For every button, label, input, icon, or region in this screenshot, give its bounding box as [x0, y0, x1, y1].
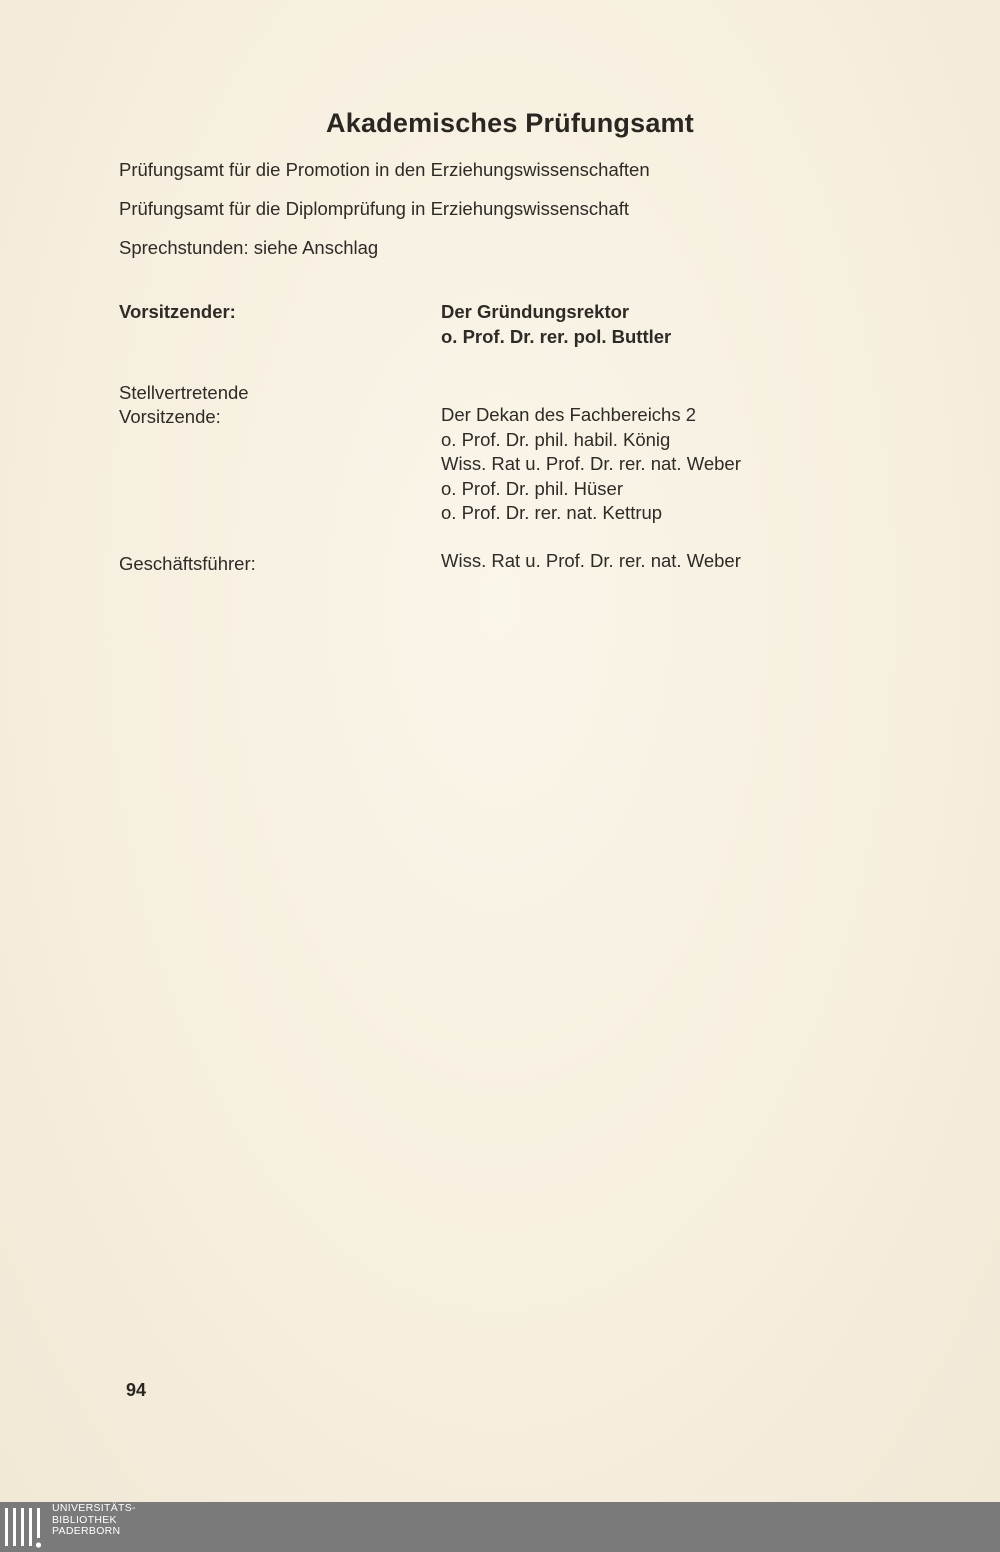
deputy-entry: o. Prof. Dr. phil. Hüser [441, 477, 623, 499]
subline-office-hours: Sprechstunden: siehe Anschlag [119, 237, 379, 258]
chair-label: Vorsitzender: [119, 301, 236, 322]
library-logo-icon [4, 1506, 48, 1550]
logo-line: BIBLIOTHEK [52, 1513, 117, 1526]
deputies-values [441, 403, 741, 526]
chair-values [441, 300, 671, 349]
page-number: 94 [126, 1380, 147, 1400]
chair-name: o. Prof. Dr. rer. pol. Buttler [441, 325, 672, 347]
logo-line: PADERBORN [52, 1525, 121, 1537]
deputy-entry: Wiss. Rat u. Prof. Dr. rer. nat. Weber [441, 453, 741, 474]
manager-label: Geschäftsführer: [119, 553, 256, 574]
library-footer-bar [0, 1502, 1000, 1552]
deputies-label-line2: Vorsitzende: [119, 406, 221, 427]
manager-value: Wiss. Rat u. Prof. Dr. rer. nat. Weber [441, 550, 741, 571]
library-logo-text [52, 1503, 136, 1538]
chair-title: Der Gründungsrektor [441, 301, 630, 322]
deputies-label-line1: Stellvertretende [119, 382, 249, 403]
subline-diplom: Prüfungsamt für die Diplomprüfung in Erziehungswissenschaft [119, 198, 630, 219]
deputy-entry: o. Prof. Dr. phil. habil. König [441, 428, 671, 450]
subline-promotion: Prüfungsamt für die Promotion in den Erziehungswissenschaften [119, 159, 650, 180]
deputy-entry: o. Prof. Dr. rer. nat. Kettrup [441, 502, 663, 523]
logo-line: UNIVERSITÄTS- [52, 1502, 136, 1514]
page-title: Akademisches Prüfungsamt [326, 108, 694, 138]
deputy-entry: Der Dekan des Fachbereichs 2 [441, 404, 697, 425]
